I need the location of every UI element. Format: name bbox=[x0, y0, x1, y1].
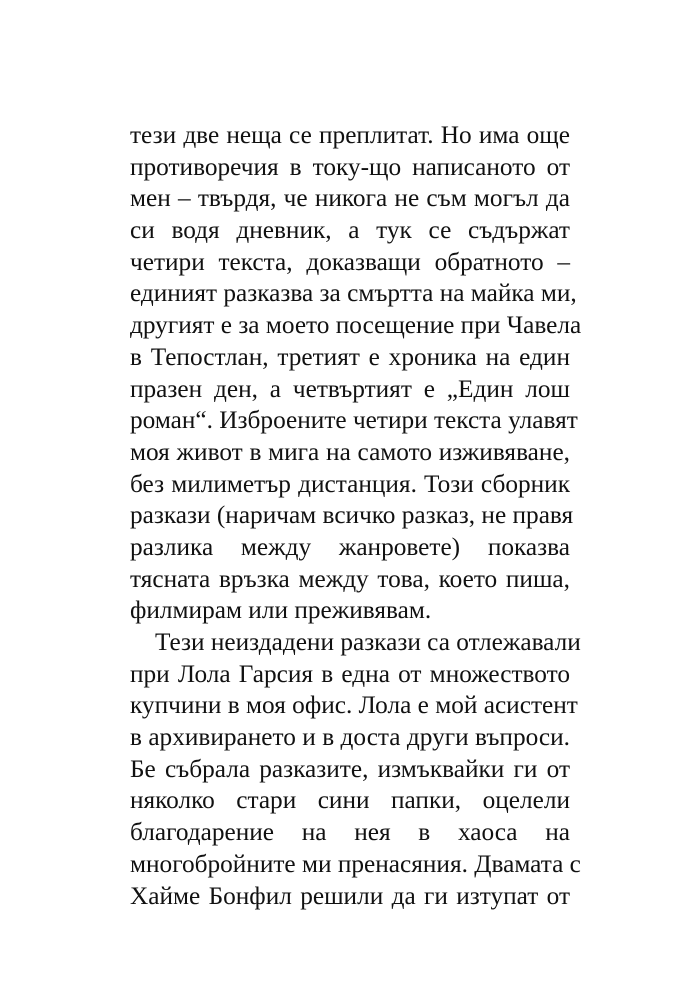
text-line: роман“. Изброените четири текста улавят bbox=[130, 406, 578, 435]
text-line: Бе събрала разказите, измъквайки ги от bbox=[130, 754, 570, 783]
text-line: благодарение на нея в хаоса на bbox=[130, 818, 570, 847]
text-line: противоречия в току-що написаното от bbox=[130, 152, 570, 181]
text-line: моя живот в мига на самото изживяване, bbox=[130, 437, 570, 466]
body-text bbox=[130, 120, 582, 912]
paragraph-2 bbox=[130, 627, 581, 912]
text-line: мен – твърдя, че никога не съм могъл да bbox=[130, 184, 570, 213]
text-line: разкази (наричам всичко разказ, не правя bbox=[130, 501, 574, 530]
text-line: многобройните ми пренасяния. Двамата с bbox=[130, 849, 581, 878]
text-line: при Лола Гарсия в една от множеството bbox=[130, 659, 570, 688]
text-line: разлика между жанровете) показва bbox=[130, 532, 570, 561]
text-line: без милиметър дистанция. Този сборник bbox=[130, 469, 570, 498]
text-line: другият е за моето посещение при Чавела bbox=[130, 311, 582, 340]
text-line: единият разказва за смъртта на майка ми, bbox=[130, 279, 577, 308]
text-line: си водя дневник, а тук се съдържат bbox=[130, 216, 570, 245]
text-line: купчини в моя офис. Лола е мой асистент bbox=[130, 691, 578, 720]
text-line: в Тепостлан, третият е хроника на един bbox=[130, 342, 570, 371]
text-line: няколко стари сини папки, оцелели bbox=[130, 786, 570, 815]
text-line: четири текста, доказващи обратното – bbox=[130, 247, 570, 276]
text-line: празен ден, а четвъртият е „Един лош bbox=[130, 374, 570, 403]
text-line: в архивирането и в доста други въпроси. bbox=[130, 723, 570, 752]
text-line: Тези неиздадени разкази са отлежавали bbox=[155, 628, 581, 656]
paragraph-1 bbox=[130, 120, 582, 627]
text-line: тясната връзка между това, което пиша, bbox=[130, 564, 570, 593]
text-line: тези две неща се преплитат. Но има още bbox=[130, 121, 570, 149]
text-line: Хайме Бонфил решили да ги изтупат от bbox=[130, 881, 570, 910]
text-line: филмирам или преживявам. bbox=[130, 596, 432, 625]
